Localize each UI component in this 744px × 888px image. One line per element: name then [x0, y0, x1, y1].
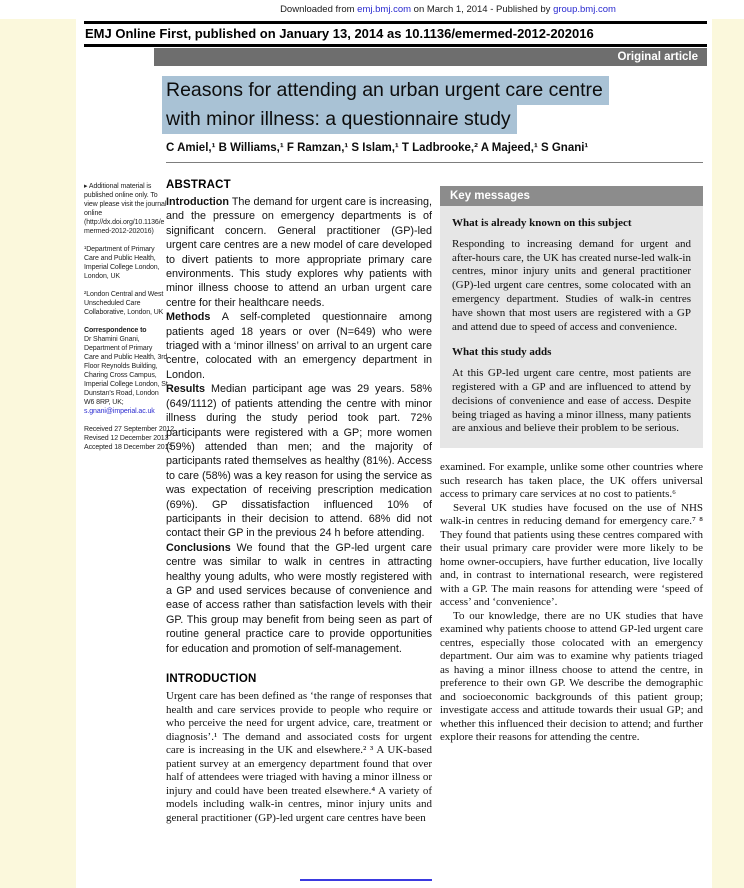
publish-banner: EMJ Online First, published on January 13, 2014 as 10.1136/emermed-2012-202016	[84, 21, 707, 47]
article-type-bar	[154, 48, 707, 66]
abstract-introduction	[166, 195, 432, 310]
accepted-date: Accepted 18 December 2013	[84, 444, 173, 451]
received-date: Received 27 September 2012	[84, 426, 175, 433]
correspondence-email-link[interactable]: s.gnani@imperial.ac.uk	[84, 408, 155, 415]
revised-date: Revised 12 December 2013	[84, 435, 169, 442]
abstract-conclusions-label: Conclusions	[166, 541, 231, 554]
key-messages-known-text: Responding to increasing demand for urgent and after-hours care, the UK has created nurse-led walk-in centres, minor injury units and general practitioner (GP)-led urgent care centres, some colocated with an emergency department. Studies of walk-in centres have shown that most users are registered with a GP and attend due to speed of access and convenience.	[452, 237, 691, 333]
abstract-results-label: Results	[166, 383, 206, 396]
correspondence-address: Dr Shamini Gnani, Department of Primary Care and Public Health, 3rd Floor Reynolds Building, Charing Cross Campus, Imperial College London, St Dunstan's Road, London W6 8RP, UK;	[84, 336, 168, 406]
affiliation-1: ¹Department of Primary Care and Public Health, Imperial College London, London, UK	[84, 246, 160, 280]
download-prefix: Downloaded from	[280, 4, 358, 15]
abstract-column	[166, 179, 432, 825]
article-history	[84, 425, 175, 452]
body-paragraph-uk-studies: Several UK studies have focused on the use of NHS walk-in centres in reducing demand for emergency care.⁷ ⁸ They found that patients using these centres compared with their usual primary care provider were more likely to be home owner-occupiers, have further education, live locally and, in contrast to international research, were registered with a GP. The main reasons for attending were ‘speed of access’ and ‘convenience’.	[440, 501, 703, 609]
article-page	[76, 0, 712, 888]
correspondence-label: Correspondence to	[84, 327, 147, 334]
key-messages-header: Key messages	[440, 186, 703, 206]
right-column	[440, 186, 703, 745]
article-title	[162, 76, 609, 134]
abstract-introduction-text: The demand for urgent care is increasing, and the pressure on emergency departments is of significant concern. General practitioner (GP)-led urgent care centres are a new model of care developed to divert patients to more appropriate primary care environments. This study explores why patients with minor illness choose to attend an urban urgent care centre for their healthcare needs.	[166, 196, 432, 309]
key-messages-subheading-known: What is already known on this subject	[452, 217, 632, 229]
abstract-introduction-label: Introduction	[166, 196, 229, 208]
additional-material-note: ▸ Additional material is published online only. To view please visit the journal online (http://dx.doi.org/10.1136/emermed-2012-202016)	[84, 183, 167, 235]
download-header	[76, 4, 744, 15]
affiliation-2: ²London Central and West Unscheduled Care Collaborative, London, UK	[84, 291, 164, 316]
authors-line: C Amiel,¹ B Williams,¹ F Ramzan,¹ S Islam,¹ T Ladbrooke,² A Majeed,¹ S Gnani¹	[166, 142, 589, 154]
group-site-link[interactable]: group.bmj.com	[553, 4, 616, 15]
link-underline-artifact	[300, 879, 432, 881]
body-paragraph-aim: To our knowledge, there are no UK studies that have examined why patients choose to attend GP-led urgent care centres, especially those colocated with an emergency department. Our aim was to examine why patients triaged as having a minor illness choose to attend the centre, in preference to their own GP. We describe the demographic and socioeconomic backgrounds of this patient group; investigate access and attitude towards their usual GP; and whether this influenced their decision to attend; and further explore their reasons for attending the centre.	[440, 609, 703, 744]
abstract-methods	[166, 310, 432, 382]
key-messages-box	[440, 186, 703, 448]
abstract-methods-label: Methods	[166, 311, 211, 324]
emj-site-link[interactable]: emj.bmj.com	[357, 4, 412, 15]
correspondence-block	[84, 326, 168, 416]
key-messages-body	[440, 206, 703, 448]
title-line-2: with minor illness: a questionnaire study	[162, 105, 517, 134]
body-paragraph-continued: examined. For example, unlike some other countries where such research has taken place, the UK offers universal access to primary care services at no cost to patients.⁶	[440, 461, 703, 501]
title-line-1: Reasons for attending an urban urgent care centre	[162, 76, 609, 105]
introduction-paragraph: Urgent care has been defined as ‘the range of responses that health and care services provide to people who require or who perceive the need for urgent advice, care, treatment or diagnosis’.¹ The demand and associated costs for urgent care is increasing in the UK and elsewhere.² ³ A UK-based patient survey at an emergency department found that over half of attendees were triaged with having a minor illness or injury and could have been treated elsewhere.⁴ A variety of models including walk-in centres, minor injury units and general practitioner (GP)-led urgent care centres have been	[166, 690, 432, 824]
abstract-heading: ABSTRACT	[166, 179, 231, 191]
title-divider	[166, 162, 703, 163]
article-type-label: Original article	[617, 51, 698, 63]
introduction-heading: INTRODUCTION	[166, 673, 257, 685]
abstract-results	[166, 382, 432, 540]
key-messages-subheading-adds: What this study adds	[452, 346, 552, 359]
abstract-results-text: Median participant age was 29 years. 58% (649/1112) of patients attending the centre with minor illness during the study period took part. 72% participants were registered with a GP; more women (59%) attended than men; and the majority of participants rated themselves as healthy (81%). Access to care (58%) was a key reason for using the service as was expectation of receiving prescription medication (69%). GP dissatisfaction influenced 10% of participants in their decision to attend. 68% did not contact their GP in the previous 24 h before attending.	[166, 383, 432, 540]
sidebar	[84, 182, 175, 461]
key-messages-adds-text: At this GP-led urgent care centre, most patients are registered with a GP and are influenced to attend by decisions of convenience and ease of access. Despite being triaged as having a minor illness, many patients are anxious and believe their problem to be serious.	[452, 367, 691, 435]
abstract-conclusions-text: We found that the GP-led urgent care centre was similar to walk in centres in attracting healthy young adults, who were mostly registered with a GP and used services because of convenience and ease of access rather than satisfaction levels with their GP. This group may benefit from being seen as part of routine general practice care to provide opportunities for education and promotion of self-management.	[166, 541, 433, 655]
abstract-methods-text: A self-completed questionnaire among patients aged 18 years or over (N=649) who were triaged with a ‘minor illness’ on arrival to an urgent care centre, colocated with an emergency department in London.	[166, 311, 432, 381]
abstract-conclusions	[166, 541, 432, 656]
download-middle: on March 1, 2014 - Published by	[411, 4, 554, 15]
